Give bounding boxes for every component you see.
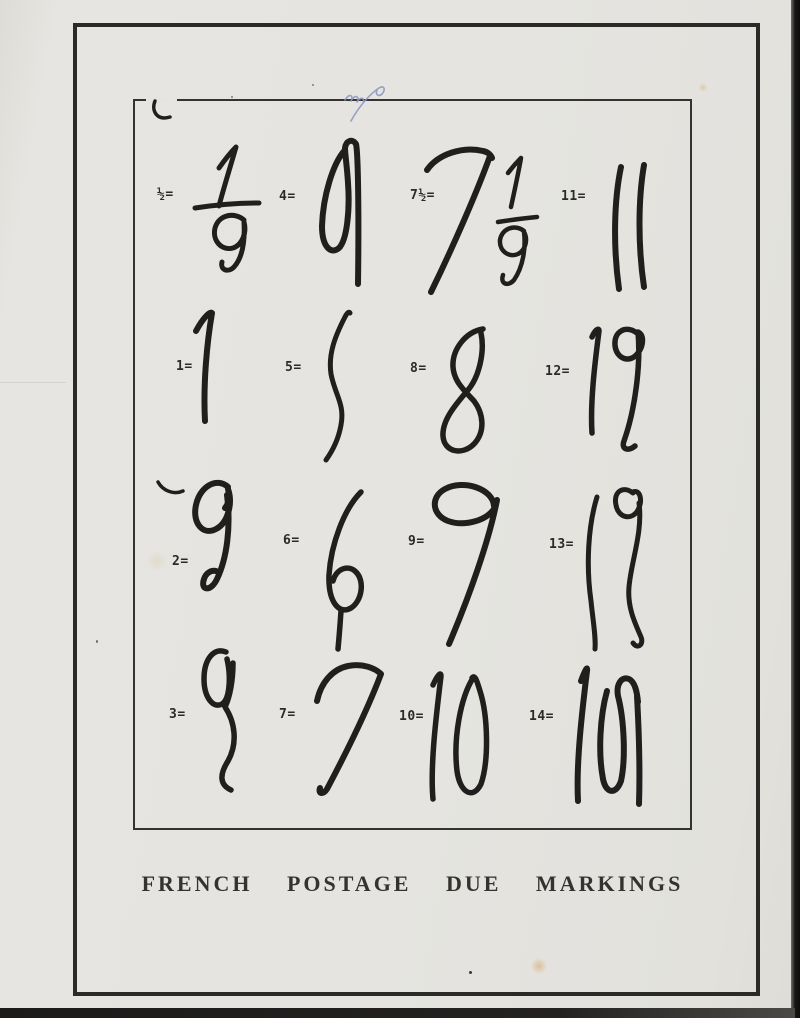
key-label-11: 11=: [561, 189, 586, 204]
marking-twelve-one: [592, 329, 599, 433]
marking-eleven: [615, 165, 644, 289]
paper-speck: [231, 96, 233, 98]
key-label-6: 6=: [283, 533, 300, 548]
key-label-half: ½=: [157, 187, 174, 202]
marking-sevenhalf-seven: [427, 150, 492, 292]
marking-ten-zero: [456, 677, 487, 793]
key-label-4: 4=: [279, 189, 296, 204]
key-label-7half: 7½=: [410, 188, 435, 203]
paper-speck: [469, 971, 472, 974]
marking-three: [204, 651, 234, 790]
marking-eight: [443, 329, 483, 451]
key-label-8: 8=: [410, 361, 427, 376]
marking-twelve-nine: [615, 329, 643, 449]
key-label-13: 13=: [549, 537, 574, 552]
marking-nine: [435, 485, 497, 644]
marking-sevenhalf-nine: [500, 228, 526, 284]
paper-speck: [312, 84, 314, 86]
pen-mark-corner: [154, 101, 170, 118]
key-label-7: 7=: [279, 707, 296, 722]
marking-thirteen-one: [588, 497, 597, 649]
key-label-14: 14=: [529, 709, 554, 724]
marking-four: [322, 141, 358, 284]
paper-speck: [96, 640, 98, 643]
marking-sevenhalf-bar: [498, 217, 537, 222]
paper-stain: [145, 552, 169, 570]
marking-seven: [317, 665, 381, 793]
key-label-1: 1=: [176, 359, 193, 374]
scanner-edge-bottom: [0, 1008, 795, 1018]
key-label-9: 9=: [408, 534, 425, 549]
pen-scribble-blue: [345, 87, 384, 121]
key-label-5: 5=: [285, 360, 302, 375]
marking-six: [329, 492, 361, 649]
plate-caption: FRENCH POSTAGE DUE MARKINGS: [141, 871, 684, 896]
key-label-3: 3=: [169, 707, 186, 722]
paper-stain: [698, 83, 708, 92]
marking-sevenhalf-one: [508, 158, 521, 207]
scanner-edge-right: [791, 0, 800, 1018]
key-label-10: 10=: [399, 709, 424, 724]
marking-fourteen-loop: [600, 678, 639, 804]
marking-half-nine: [214, 215, 244, 270]
pen-mark-row3: [158, 482, 183, 493]
marking-fourteen-one: [578, 668, 588, 801]
marking-thirteen-nine: [615, 490, 641, 647]
marking-two-loop: [195, 483, 230, 531]
marking-half-one: [219, 147, 236, 206]
key-label-12: 12=: [545, 364, 570, 379]
marking-one: [196, 313, 212, 421]
marking-ten-one: [432, 674, 441, 799]
key-label-2: 2=: [172, 554, 189, 569]
marking-half-bar: [195, 203, 259, 208]
marking-five: [326, 312, 350, 460]
paper-stain: [530, 958, 548, 974]
